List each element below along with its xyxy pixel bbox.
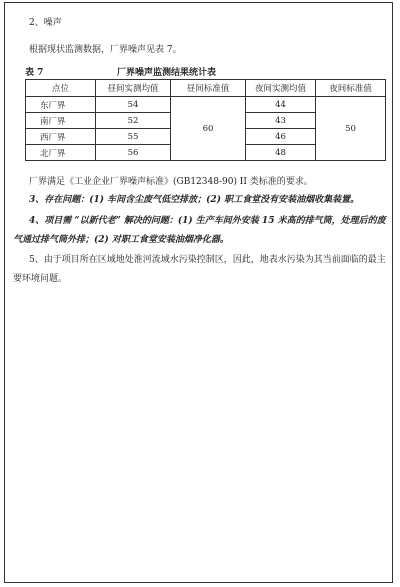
table-row <box>26 97 386 113</box>
existing-issues: 3、存在问题：(1) 车间含尘废气低空排放；(2) 职工食堂没有安装油烟收集装置。 <box>29 195 360 205</box>
header-day-standard: 昼间标准值 <box>171 80 246 97</box>
cell-day-standard: 60 <box>171 97 246 161</box>
cell-day-measured: 55 <box>96 129 171 145</box>
table-title: 厂界噪声监测结果统计表 <box>117 68 217 78</box>
noise-conclusion: 厂界满足《工业企业厂界噪声标准》(GB12348-90) II 类标准的要求。 <box>29 177 313 187</box>
cell-point: 东厂界 <box>26 97 96 113</box>
cell-point: 北厂界 <box>26 145 96 161</box>
header-point: 点位 <box>26 80 96 97</box>
cell-point: 西厂界 <box>26 129 96 145</box>
table-header-row <box>26 80 386 97</box>
table-number: 表 7 <box>25 68 44 78</box>
cell-night-measured: 44 <box>246 97 316 113</box>
header-night-standard: 夜间标准值 <box>316 80 386 97</box>
cell-night-measured: 48 <box>246 145 316 161</box>
noise-monitoring-table <box>25 79 386 161</box>
section-heading-noise: 2、噪声 <box>29 18 62 28</box>
cell-night-measured: 46 <box>246 129 316 145</box>
project-measures: 4、项目需 “以新代老” 解决的问题：(1) 生产车间外安装 15 米高的排气筒，处理后的废气通过排气筒外排；(2) 对职工食堂安装油烟净化器。 <box>13 216 386 245</box>
cell-day-measured: 54 <box>96 97 171 113</box>
document-page <box>4 2 393 583</box>
header-day-measured: 昼间实测均值 <box>96 80 171 97</box>
header-night-measured: 夜间实测均值 <box>246 80 316 97</box>
cell-day-measured: 56 <box>96 145 171 161</box>
cell-day-measured: 52 <box>96 113 171 129</box>
intro-paragraph: 根据现状监测数据，厂界噪声见表 7。 <box>29 45 182 55</box>
cell-night-measured: 43 <box>246 113 316 129</box>
cell-point: 南厂界 <box>26 113 96 129</box>
cell-night-standard: 50 <box>316 97 386 161</box>
environment-issue: 5、由于项目所在区域地处淮河流域水污染控制区，因此，地表水污染为其当前面临的最主要环境问题。 <box>13 255 386 284</box>
